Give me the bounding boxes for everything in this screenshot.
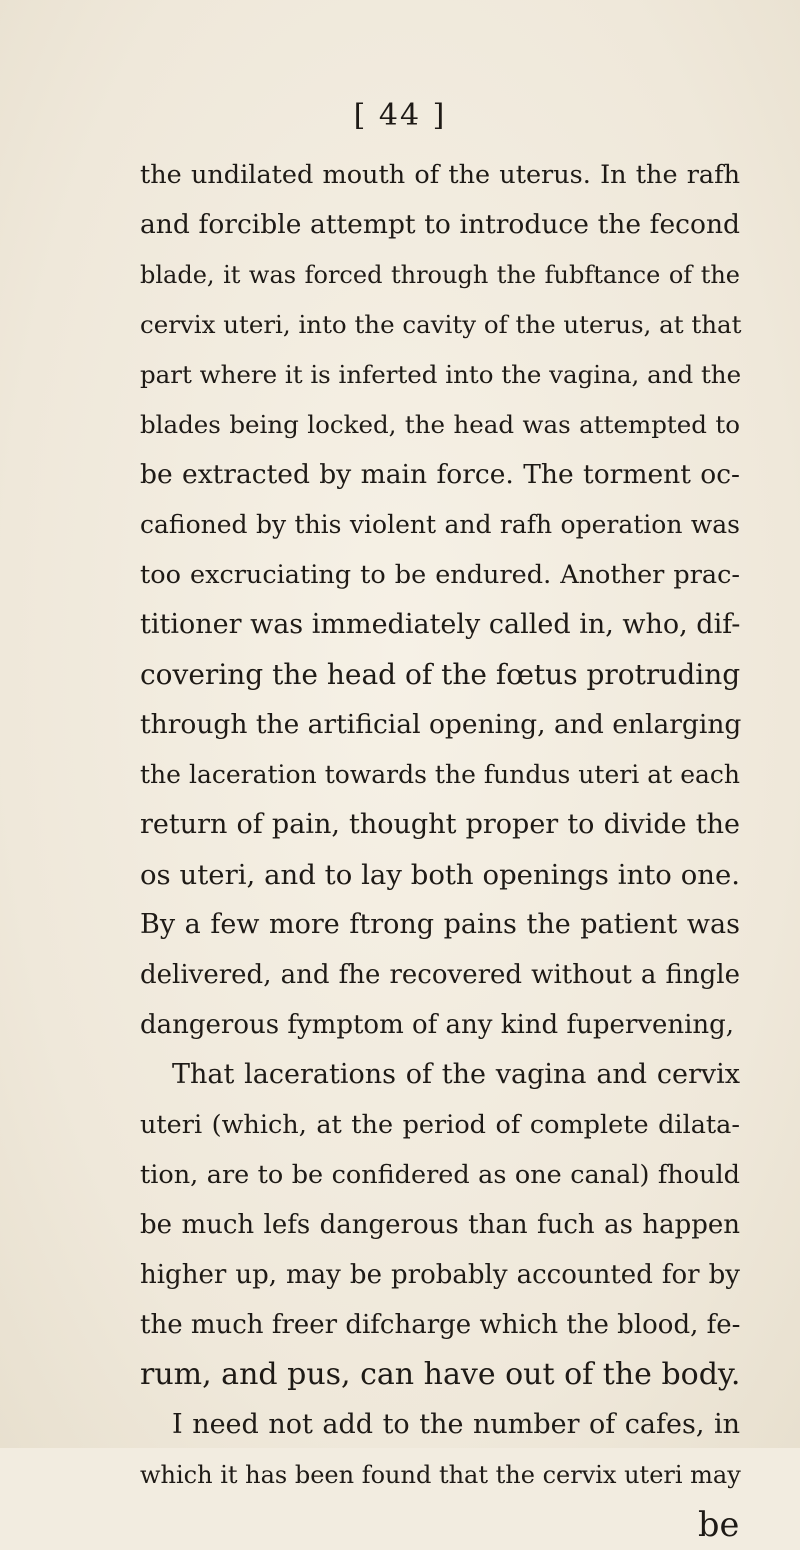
text-line: delivered, and fhe recovered without a fingle bbox=[140, 960, 740, 990]
text-line: covering the head of the fœtus protruding bbox=[140, 658, 741, 691]
text-line: the undilated mouth of the uterus. In the rafh bbox=[140, 160, 740, 190]
text-line: That lacerations of the vagina and cervix bbox=[172, 1059, 740, 1090]
catchword: be bbox=[698, 1505, 740, 1544]
text-line: I need not add to the number of cafes, in bbox=[172, 1409, 740, 1440]
text-line: rum, and pus, can have out of the body. bbox=[140, 1357, 741, 1392]
text-line: part where it is inferted into the vagina, and the bbox=[140, 360, 742, 389]
text-line: too excruciating to be endured. Another prac- bbox=[140, 560, 740, 590]
text-line: uteri (which, at the period of complete dilata- bbox=[140, 1110, 740, 1140]
text-line: higher up, may be probably accounted for by bbox=[140, 1260, 740, 1290]
text-line: blade, it was forced through the fubftance of the bbox=[140, 261, 740, 289]
text-line: be extracted by main force. The torment oc- bbox=[140, 459, 740, 490]
text-line: By a few more ftrong pains the patient was bbox=[140, 909, 740, 940]
text-line: return of pain, thought proper to divide the bbox=[140, 809, 740, 840]
text-line: titioner was immediately called in, who, dif- bbox=[140, 609, 741, 640]
text-line: cervix uteri, into the cavity of the uterus, at that bbox=[140, 310, 742, 339]
text-line: dangerous fymptom of any kind fupervening, bbox=[140, 1010, 735, 1040]
text-line: tion, are to be confidered as one canal) fhould bbox=[140, 1160, 740, 1190]
text-line: and forcible attempt to introduce the fecond bbox=[140, 209, 740, 240]
page-number: [ 44 ] bbox=[353, 98, 447, 133]
text-line: os uteri, and to lay both openings into one. bbox=[140, 859, 740, 891]
text-line: the much freer difcharge which the blood, fe- bbox=[140, 1310, 741, 1340]
text-line: cafioned by this violent and rafh operation was bbox=[140, 510, 740, 539]
text-line: which it has been found that the cervix uteri may bbox=[140, 1461, 741, 1489]
text-line: blades being locked, the head was attempted to bbox=[140, 410, 740, 439]
text-line: through the artificial opening, and enlarging bbox=[140, 709, 742, 740]
text-line: the laceration towards the fundus uteri at each bbox=[140, 760, 740, 789]
text-line: be much lefs dangerous than fuch as happen bbox=[140, 1210, 740, 1240]
